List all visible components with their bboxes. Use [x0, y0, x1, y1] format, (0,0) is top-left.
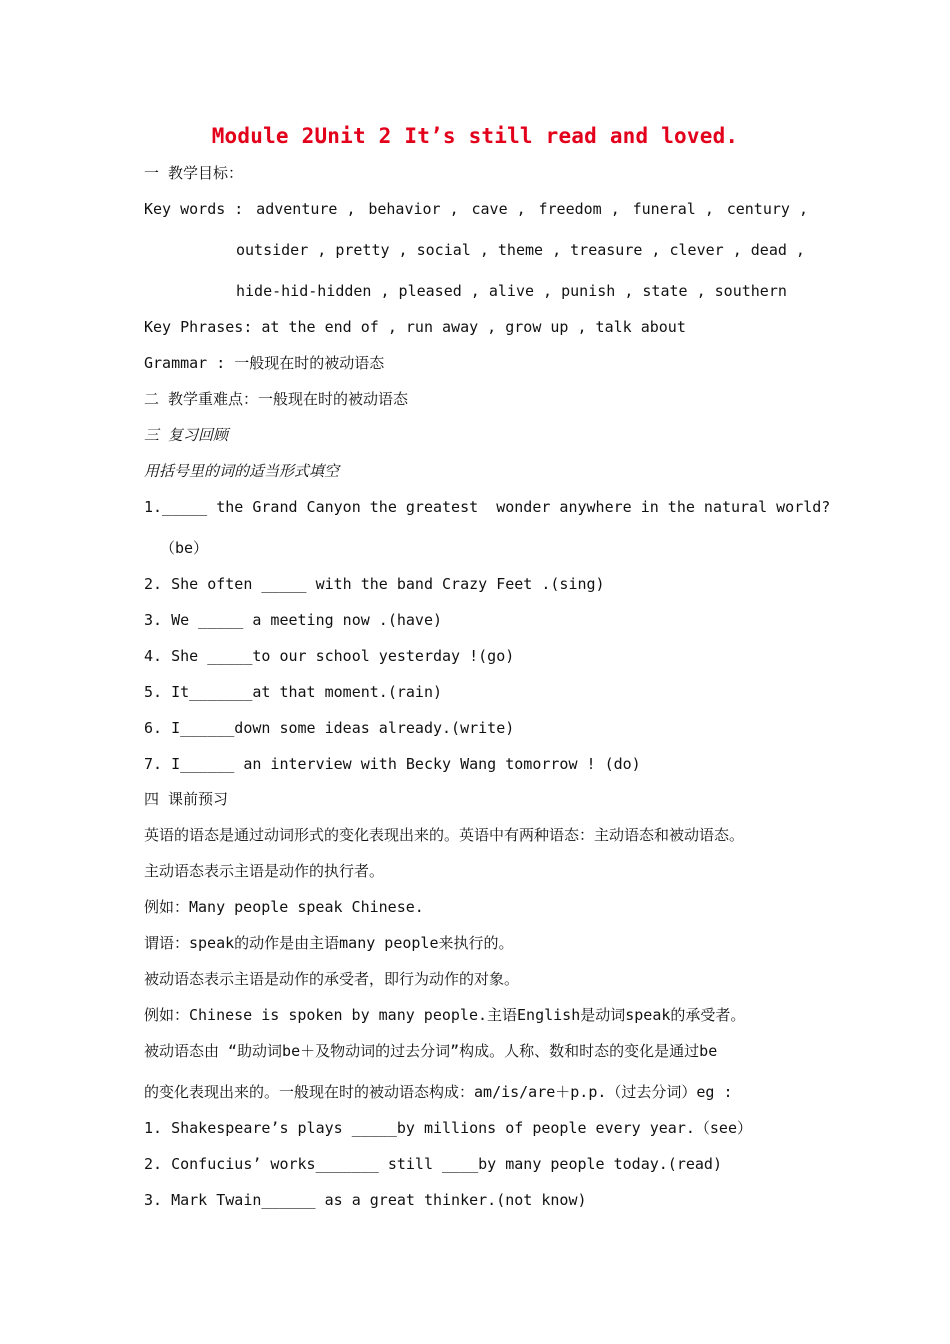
example-line: 例如：Many people speak Chinese.	[144, 898, 424, 916]
section-3-heading: 三 复习回顾	[144, 426, 229, 444]
exercise-item-2: 2. She often _____ with the band Crazy Feet .(sing)	[144, 575, 605, 593]
exercise-item-5: 5. It_______at that moment.(rain)	[144, 683, 443, 701]
key-words-label: Key words :	[144, 200, 244, 218]
key-word: funeral ,	[632, 200, 714, 218]
passive-exercise-1: 1. Shakespeare’s plays _____by millions of people every year.（see）	[144, 1119, 752, 1137]
exercise-item-4: 4. She _____to our school yesterday !(go)	[144, 647, 515, 665]
paragraph: 被动语态由 “助动词be＋及物动词的过去分词”构成。人称、数和时态的变化是通过be	[144, 1042, 718, 1060]
key-word: freedom ,	[538, 200, 620, 218]
key-word: century ,	[726, 200, 808, 218]
key-phrases: Key Phrases: at the end of , run away , grow up , talk about	[144, 318, 686, 336]
key-word: adventure ,	[256, 200, 356, 218]
section-2-heading: 二 教学重难点：一般现在时的被动语态	[144, 390, 409, 408]
page-title: Module 2Unit 2 It’s still read and loved.	[211, 124, 739, 148]
example-line: 例如：Chinese is spoken by many people.主语English是动词speak的承受者。	[144, 1006, 746, 1024]
key-word: cave ,	[471, 200, 526, 218]
exercise-item-3: 3. We _____ a meeting now .(have)	[144, 611, 443, 629]
exercise-item-6: 6. I______down some ideas already.(write)	[144, 719, 515, 737]
passive-exercise-2: 2. Confucius’ works_______ still ____by many people today.(read)	[144, 1155, 722, 1173]
key-words-line-1	[144, 199, 808, 219]
exercise-item-1-hint: （be）	[160, 539, 209, 557]
key-word: behavior ,	[368, 200, 459, 218]
paragraph: 谓语：speak的动作是由主语many people来执行的。	[144, 934, 514, 952]
paragraph: 的变化表现出来的。一般现在时的被动语态构成：am/is/are＋p.p.（过去分词）eg :	[144, 1083, 733, 1101]
exercise-item-7: 7. I______ an interview with Becky Wang tomorrow ! (do)	[144, 755, 641, 773]
paragraph: 英语的语态是通过动词形式的变化表现出来的。英语中有两种语态：主动语态和被动语态。	[144, 826, 745, 844]
section-3-instruction: 用括号里的词的适当形式填空	[144, 462, 340, 480]
section-1-heading: 一 教学目标：	[144, 164, 244, 182]
key-words-line-2: outsider , pretty , social , theme , treasure , clever , dead ,	[236, 241, 805, 259]
grammar-line: Grammar : 一般现在时的被动语态	[144, 354, 385, 372]
passive-exercise-3: 3. Mark Twain______ as a great thinker.(not know)	[144, 1191, 587, 1209]
paragraph: 被动语态表示主语是动作的承受者，即行为动作的对象。	[144, 970, 520, 988]
key-words-line-3: hide-hid-hidden , pleased , alive , punish , state , southern	[236, 282, 787, 300]
section-4-heading: 四 课前预习	[144, 790, 229, 808]
paragraph: 主动语态表示主语是动作的执行者。	[144, 862, 385, 880]
exercise-item-1: 1._____ the Grand Canyon the greatest wonder anywhere in the natural world?	[144, 498, 831, 516]
